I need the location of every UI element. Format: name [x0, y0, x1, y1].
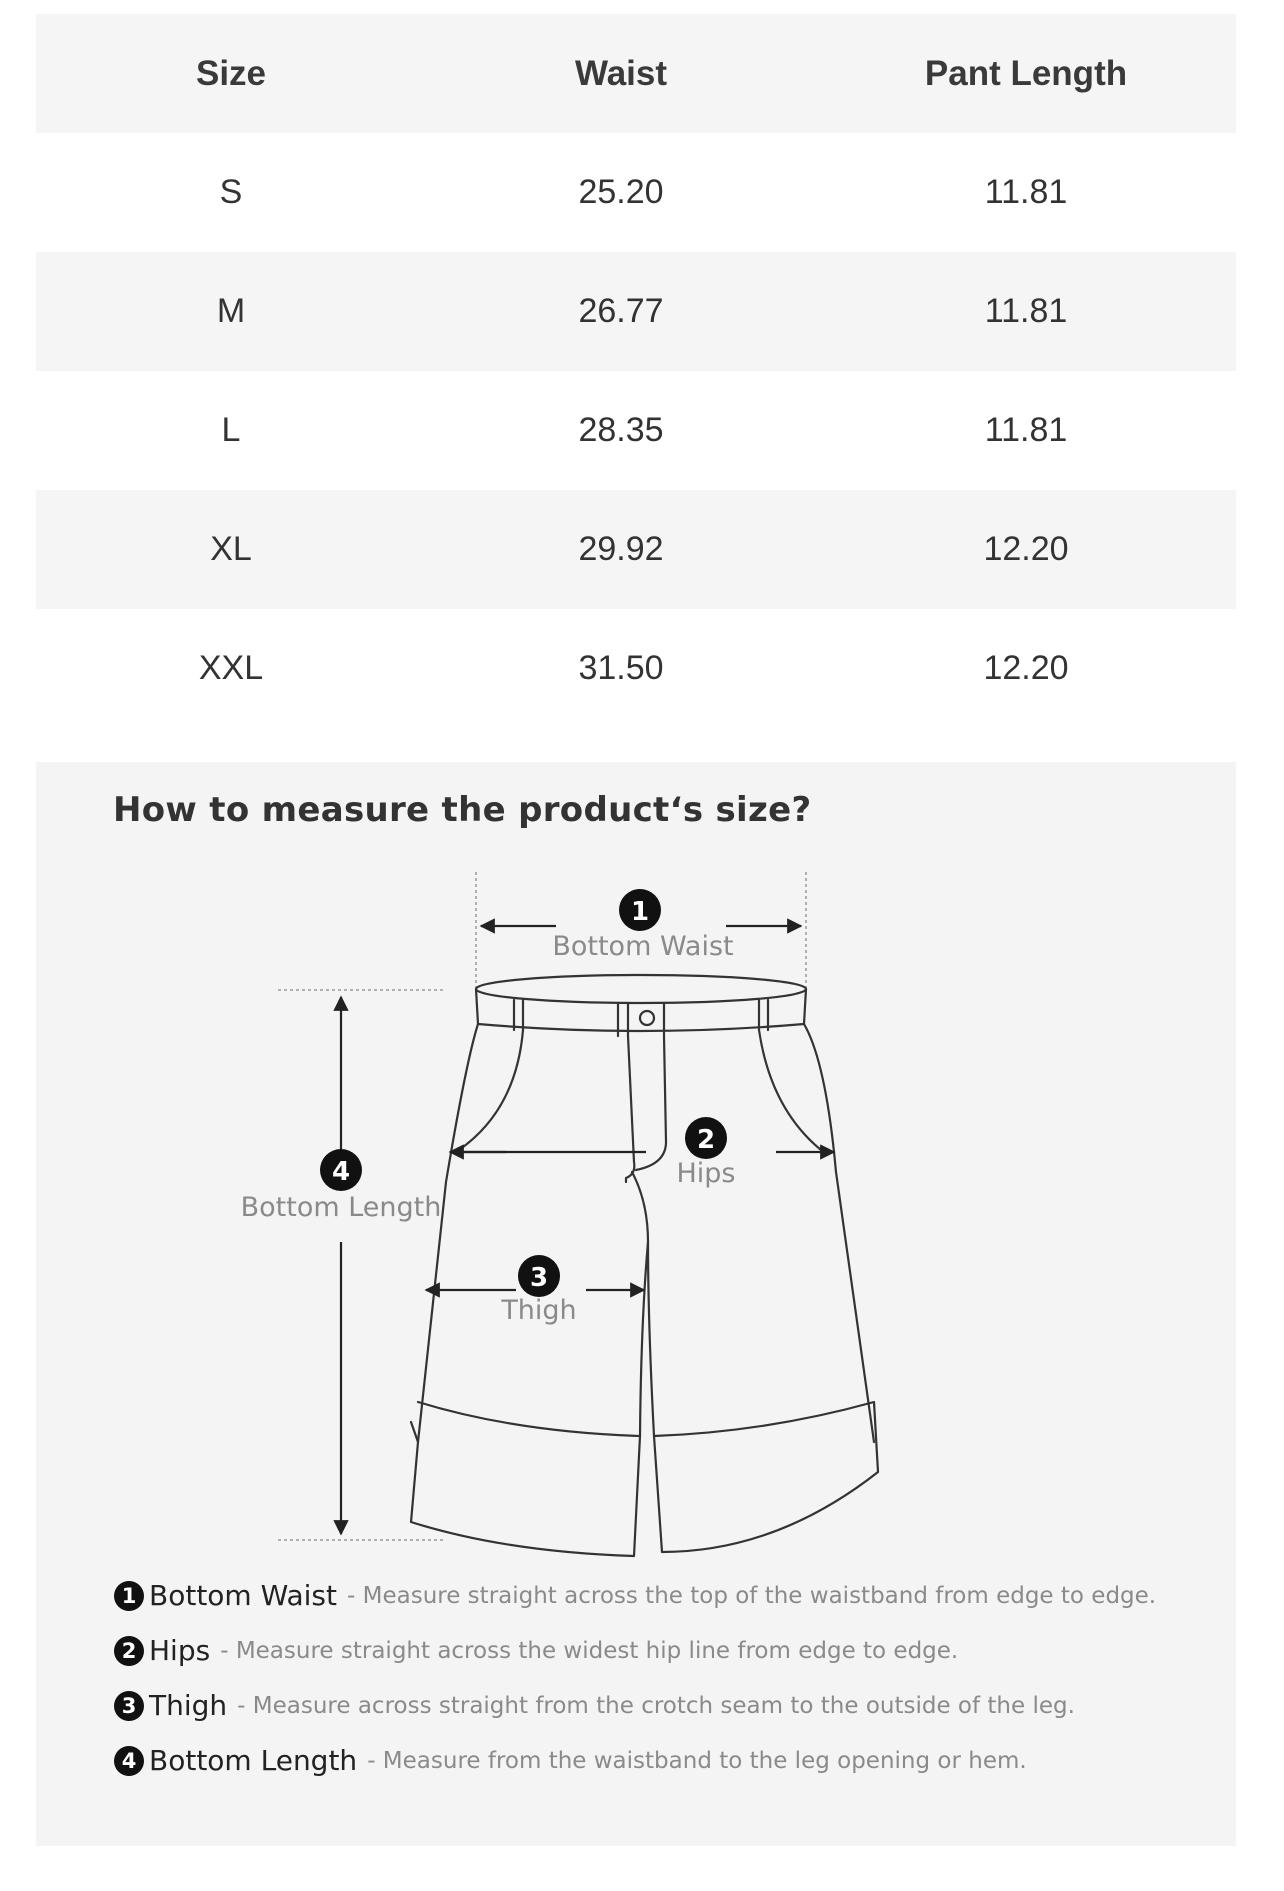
cell-length: 11.81 — [984, 292, 1068, 330]
table-row — [36, 133, 1236, 252]
legend-term: Bottom Length — [149, 1744, 358, 1777]
number-2-icon: 2 — [114, 1636, 144, 1666]
cell-waist: 25.20 — [578, 173, 664, 211]
header-waist: Waist — [574, 53, 668, 93]
shorts-outline — [411, 975, 878, 1556]
cell-waist: 29.92 — [578, 530, 664, 568]
svg-text:4: 4 — [331, 1157, 351, 1187]
table-header-row — [36, 14, 1236, 133]
svg-text:3: 3 — [529, 1263, 549, 1293]
table-row — [36, 371, 1236, 490]
table-row — [36, 609, 1236, 728]
number-3-icon: 3 — [114, 1691, 144, 1721]
legend-item — [114, 1678, 1156, 1733]
table-row — [36, 490, 1236, 609]
size-chart-table — [36, 14, 1236, 728]
thigh-marker-icon — [518, 1255, 560, 1297]
number-1-icon: 1 — [114, 1581, 144, 1611]
waist-diagram-label: Bottom Waist — [552, 931, 734, 962]
cell-length: 12.20 — [983, 530, 1069, 568]
legend-item — [114, 1568, 1156, 1623]
hips-diagram-label: Hips — [676, 1158, 736, 1189]
cell-waist: 26.77 — [578, 292, 664, 330]
measure-legend — [114, 1568, 1156, 1788]
cell-size: XXL — [198, 649, 264, 687]
table-row — [36, 252, 1236, 371]
cell-waist: 31.50 — [578, 649, 664, 687]
legend-desc: - Measure across straight from the crotch seam to the outside of the leg. — [237, 1692, 1075, 1719]
legend-desc: - Measure straight across the widest hip line from edge to edge. — [220, 1637, 959, 1664]
length-marker-icon — [320, 1149, 362, 1191]
header-size: Size — [195, 53, 267, 93]
waist-marker-icon — [619, 889, 661, 931]
cell-size: M — [216, 292, 246, 330]
shorts-measurement-diagram — [36, 762, 1236, 1562]
hips-marker-icon — [685, 1117, 727, 1159]
legend-item — [114, 1733, 1156, 1788]
header-pant-length: Pant Length — [924, 53, 1128, 93]
legend-item — [114, 1623, 1156, 1678]
cell-size: XL — [210, 530, 252, 568]
legend-desc: - Measure from the waistband to the leg opening or hem. — [367, 1747, 1027, 1774]
svg-text:2: 2 — [696, 1125, 716, 1155]
legend-term: Hips — [149, 1634, 211, 1667]
cell-size: S — [219, 173, 243, 211]
thigh-diagram-label: Thigh — [501, 1295, 577, 1326]
legend-term: Thigh — [149, 1689, 228, 1722]
measure-guide-panel — [36, 762, 1236, 1846]
cell-length: 12.20 — [983, 649, 1069, 687]
cell-size: L — [221, 411, 241, 449]
length-diagram-label: Bottom Length — [240, 1192, 442, 1223]
legend-term: Bottom Waist — [149, 1579, 338, 1612]
number-4-icon: 4 — [114, 1746, 144, 1776]
cell-length: 11.81 — [984, 173, 1068, 211]
svg-text:1: 1 — [630, 897, 650, 927]
cell-waist: 28.35 — [578, 411, 664, 449]
cell-length: 11.81 — [984, 411, 1068, 449]
guide-title: How to measure the product‘s size? — [113, 790, 812, 830]
legend-desc: - Measure straight across the top of the waistband from edge to edge. — [347, 1582, 1157, 1609]
